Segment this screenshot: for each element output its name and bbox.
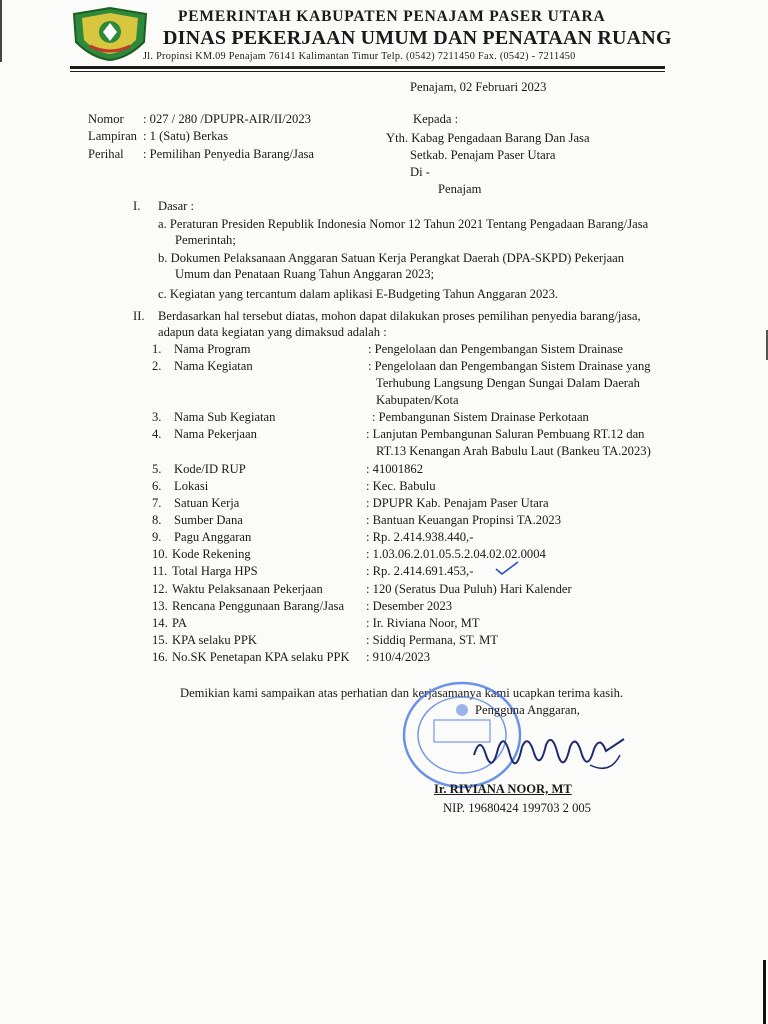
nomor-label: Nomor <box>88 112 124 126</box>
section1-number: I. <box>133 199 141 213</box>
item-value-cont: Kabupaten/Kota <box>376 393 459 407</box>
item-number: 11. <box>152 564 168 578</box>
item-label: Kode Rekening <box>172 547 251 561</box>
item-value: : Pengelolaan dan Pengembangan Sistem Drainase yang <box>368 359 651 373</box>
item-label: Nama Kegiatan <box>174 359 253 373</box>
section2-intro: Berdasarkan hal tersebut diatas, mohon dapat dilakukan proses pemilihan penyedia barang/jasa, <box>158 309 641 323</box>
signatory-name: Ir. RIVIANA NOOR, MT <box>434 782 572 796</box>
letterhead-agency: DINAS PEKERJAAN UMUM DAN PENATAAN RUANG <box>163 27 672 49</box>
item-value: : Siddiq Permana, ST. MT <box>366 633 498 647</box>
lampiran-value: : 1 (Satu) Berkas <box>143 129 228 143</box>
recipient-line2: Setkab. Penajam Paser Utara <box>410 148 556 162</box>
item-value: : Pembangunan Sistem Drainase Perkotaan <box>372 410 589 424</box>
item-value: : Rp. 2.414.691.453,- <box>366 564 474 578</box>
scan-edge-mark <box>0 0 2 62</box>
closing-sentence: Demikian kami sampaikan atas perhatian dan kerjasamanya kami ucapkan terima kasih. <box>180 686 624 700</box>
item-value: : 41001862 <box>366 462 424 476</box>
item-value: : Desember 2023 <box>366 599 453 613</box>
item-value: : Rp. 2.414.938.440,- <box>366 530 474 544</box>
letterhead-rule-thick <box>70 66 665 69</box>
letterhead-address: Jl. Propinsi KM.09 Penajam 76141 Kalimantan Timur Telp. (0542) 7211450 Fax. (0542) - 7211450 <box>143 51 576 62</box>
letter-date: Penajam, 02 Februari 2023 <box>410 80 547 94</box>
item-number: 15. <box>152 633 168 647</box>
item-number: 14. <box>152 616 168 630</box>
perihal-value: : Pemilihan Penyedia Barang/Jasa <box>143 147 315 161</box>
item-value-cont: Terhubung Langsung Dengan Sungai Dalam Daerah <box>376 376 640 390</box>
recipient-kepada: Kepada : <box>413 112 459 126</box>
item-value: : 120 (Seratus Dua Puluh) Hari Kalender <box>366 582 572 596</box>
scan-edge-mark <box>763 960 766 1024</box>
section1-item-b-cont: Umum dan Penataan Ruang Tahun Anggaran 2023; <box>175 267 435 281</box>
recipient-line4: Penajam <box>438 182 482 196</box>
item-value: : Lanjutan Pembangunan Saluran Pembuang RT.12 dan <box>366 427 645 441</box>
regency-emblem-icon <box>70 6 150 62</box>
item-number: 12. <box>152 582 168 596</box>
item-label: Satuan Kerja <box>174 496 240 510</box>
item-number: 8. <box>152 513 162 527</box>
item-number: 5. <box>152 462 162 476</box>
lampiran-label: Lampiran <box>88 129 137 143</box>
item-label: KPA selaku PPK <box>172 633 257 647</box>
item-value-cont: RT.13 Kenangan Arah Babulu Laut (Bankeu TA.2023) <box>376 444 651 458</box>
item-label: Lokasi <box>174 479 209 493</box>
handwritten-check-icon <box>494 560 520 576</box>
item-label: Kode/ID RUP <box>174 462 246 476</box>
item-label: Sumber Dana <box>174 513 243 527</box>
nomor-value: : 027 / 280 /DPUPR-AIR/II/2023 <box>143 112 311 126</box>
item-number: 6. <box>152 479 162 493</box>
section1-item-a: a. Peraturan Presiden Republik Indonesia Nomor 12 Tahun 2021 Tentang Pengadaan Barang/Jasa <box>158 217 649 231</box>
item-number: 16. <box>152 650 168 664</box>
signatory-nip: NIP. 19680424 199703 2 005 <box>443 801 591 815</box>
item-value: : Ir. Riviana Noor, MT <box>366 616 480 630</box>
item-label: Nama Sub Kegiatan <box>174 410 276 424</box>
item-label: Total Harga HPS <box>172 564 258 578</box>
letterhead-rule-thin <box>70 71 665 72</box>
item-label: PA <box>172 616 187 630</box>
item-label: Rencana Penggunaan Barang/Jasa <box>172 599 345 613</box>
section2-intro-cont: adapun data kegiatan yang dimaksud adalah : <box>158 325 387 339</box>
item-value: : Kec. Babulu <box>366 479 436 493</box>
section1-item-c: c. Kegiatan yang tercantum dalam aplikasi E-Budgeting Tahun Anggaran 2023. <box>158 287 559 301</box>
item-label: Waktu Pelaksanaan Pekerjaan <box>172 582 323 596</box>
item-number: 1. <box>152 342 162 356</box>
item-value: : Pengelolaan dan Pengembangan Sistem Drainase <box>368 342 623 356</box>
item-number: 7. <box>152 496 162 510</box>
item-value: : 910/4/2023 <box>366 650 431 664</box>
item-label: Pagu Anggaran <box>174 530 252 544</box>
item-value: : Bantuan Keuangan Propinsi TA.2023 <box>366 513 561 527</box>
section2-number: II. <box>133 309 145 323</box>
item-label: Nama Pekerjaan <box>174 427 257 441</box>
item-number: 4. <box>152 427 162 441</box>
item-number: 10. <box>152 547 168 561</box>
item-number: 13. <box>152 599 168 613</box>
item-number: 2. <box>152 359 162 373</box>
item-number: 9. <box>152 530 162 544</box>
section1-item-b: b. Dokumen Pelaksanaan Anggaran Satuan Kerja Perangkat Daerah (DPA-SKPD) Pekerjaan <box>158 251 625 265</box>
item-label: Nama Program <box>174 342 251 356</box>
perihal-label: Perihal <box>88 147 124 161</box>
item-value: : 1.03.06.2.01.05.5.2.04.02.02.0004 <box>366 547 546 561</box>
letterhead-government: PEMERINTAH KABUPATEN PENAJAM PASER UTARA <box>178 8 606 25</box>
signature-role: Pengguna Anggaran, <box>475 703 580 717</box>
handwritten-signature-icon <box>470 725 630 785</box>
item-number: 3. <box>152 410 162 424</box>
recipient-line1: Yth. Kabag Pengadaan Barang Dan Jasa <box>386 131 590 145</box>
recipient-line3: Di - <box>410 165 430 179</box>
section1-item-a-cont: Pemerintah; <box>175 233 236 247</box>
section1-title: Dasar : <box>158 199 195 213</box>
item-value: : DPUPR Kab. Penajam Paser Utara <box>366 496 549 510</box>
item-label: No.SK Penetapan KPA selaku PPK <box>172 650 350 664</box>
